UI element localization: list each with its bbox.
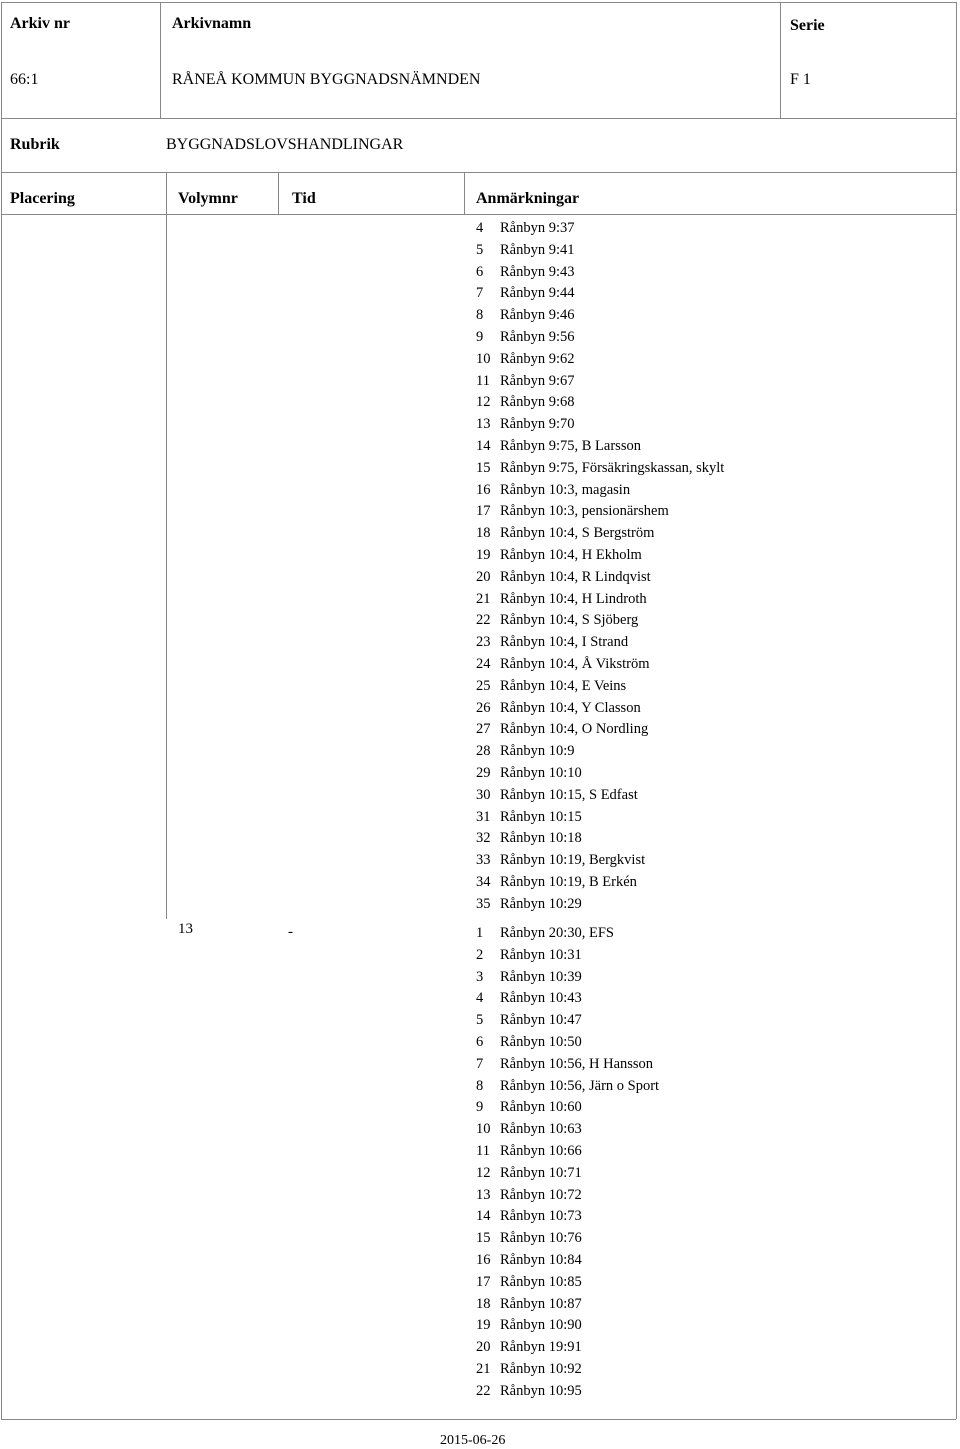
frame-bottom-border [1, 1419, 956, 1420]
entry-number: 10 [476, 350, 491, 367]
entry-number: 15 [476, 1230, 491, 1247]
entry-number: 22 [476, 1382, 491, 1399]
list-item [476, 763, 724, 785]
entry-number: 21 [476, 590, 491, 607]
entry-number: 11 [476, 372, 490, 389]
entry-text: Rånbyn 10:4, S Bergström [500, 525, 655, 542]
list-item [476, 283, 724, 305]
entry-number: 15 [476, 459, 491, 476]
list-item [476, 1032, 659, 1054]
entry-number: 19 [476, 546, 491, 563]
frame-right-border [956, 2, 957, 1419]
list-item [476, 988, 659, 1010]
entry-number: 24 [476, 655, 491, 672]
entry-number: 6 [476, 263, 484, 280]
entry-number: 7 [476, 285, 484, 302]
entry-number: 7 [476, 1055, 484, 1072]
list-item [476, 741, 724, 763]
entry-number: 8 [476, 1077, 484, 1094]
list-item [476, 349, 724, 371]
list-item [476, 567, 724, 589]
header-divider-2 [780, 2, 781, 118]
entry-text: Rånbyn 9:62 [500, 350, 575, 367]
entry-number: 23 [476, 634, 491, 651]
entry-number: 31 [476, 808, 491, 825]
columns-bottom-separator [1, 214, 956, 215]
entry-number: 27 [476, 721, 491, 738]
entry-number: 18 [476, 1295, 491, 1312]
body-left-divider [166, 214, 167, 919]
list-item [476, 589, 724, 611]
list-item [476, 327, 724, 349]
entry-text: Rånbyn 10:4, I Strand [500, 634, 629, 651]
entry-number: 35 [476, 895, 491, 912]
entry-text: Rånbyn 9:75, Försäkringskassan, skylt [500, 459, 725, 476]
column-header-volymnr: Volymnr [178, 190, 238, 207]
entry-text: Rånbyn 10:31 [500, 946, 582, 963]
list-item [476, 1337, 659, 1359]
list-item [476, 1206, 659, 1228]
entry-number: 20 [476, 1339, 491, 1356]
entry-number: 22 [476, 612, 491, 629]
entry-text: Rånbyn 10:10 [500, 764, 582, 781]
list-item [476, 501, 724, 523]
list-item [476, 1381, 659, 1403]
entry-text: Rånbyn 10:4, S Sjöberg [500, 612, 639, 629]
list-item [476, 632, 724, 654]
entry-number: 1 [476, 925, 484, 941]
column-header-placering: Placering [10, 190, 75, 207]
serie-label: Serie [790, 17, 825, 34]
list-item [476, 1250, 659, 1272]
entry-text: Rånbyn 10:3, pensionärshem [500, 503, 669, 520]
volume-a-entry-list [476, 218, 724, 916]
entry-text: Rånbyn 10:4, H Ekholm [500, 546, 642, 563]
entry-text: Rånbyn 10:87 [500, 1295, 582, 1312]
entry-number: 5 [476, 1012, 484, 1029]
arkivnamn-label: Arkivnamn [172, 15, 252, 32]
entry-number: 26 [476, 699, 491, 716]
list-item [476, 807, 724, 829]
column-header-anmarkningar: Anmärkningar [476, 190, 580, 207]
list-item [476, 262, 724, 284]
list-item [476, 698, 724, 720]
list-item [476, 1359, 659, 1381]
list-item [476, 610, 724, 632]
entry-number: 30 [476, 786, 491, 803]
volume-b-tid: - [288, 924, 293, 940]
entry-text: Rånbyn 10:73 [500, 1208, 582, 1225]
entry-number: 17 [476, 503, 491, 520]
entry-text: Rånbyn 10:72 [500, 1186, 582, 1203]
entry-text: Rånbyn 9:37 [500, 220, 575, 236]
header-rubrik-separator [1, 118, 956, 119]
entry-number: 12 [476, 1164, 491, 1181]
entry-number: 29 [476, 764, 491, 781]
list-item [476, 785, 724, 807]
entry-number: 19 [476, 1317, 491, 1334]
entry-number: 33 [476, 852, 491, 869]
list-item [476, 305, 724, 327]
entry-text: Rånbyn 10:18 [500, 830, 582, 847]
entry-text: Rånbyn 10:4, O Nordling [500, 721, 649, 738]
entry-text: Rånbyn 10:4, R Lindqvist [500, 568, 651, 585]
entry-number: 13 [476, 1186, 491, 1203]
list-item [476, 1119, 659, 1141]
arkiv-nr-value: 66:1 [10, 71, 39, 88]
list-item [476, 1076, 659, 1098]
entry-text: Rånbyn 10:4, Y Classon [500, 699, 641, 716]
list-item [476, 967, 659, 989]
entry-text: Rånbyn 20:30, EFS [500, 925, 614, 941]
entry-number: 17 [476, 1273, 491, 1290]
entry-text: Rånbyn 10:3, magasin [500, 481, 631, 498]
list-item [476, 1185, 659, 1207]
entry-number: 13 [476, 416, 491, 433]
list-item [476, 676, 724, 698]
list-item [476, 458, 724, 480]
entry-text: Rånbyn 10:76 [500, 1230, 582, 1247]
entry-text: Rånbyn 10:56, H Hansson [500, 1055, 654, 1072]
arkivnamn-value: RÅNEÅ KOMMUN BYGGNADSNÄMNDEN [172, 71, 481, 88]
entry-text: Rånbyn 9:75, B Larsson [500, 437, 641, 454]
entry-text: Rånbyn 9:56 [500, 328, 575, 345]
list-item [476, 1294, 659, 1316]
entry-number: 6 [476, 1033, 484, 1050]
column-divider-placering [166, 172, 167, 214]
entry-text: Rånbyn 10:19, Bergkvist [500, 852, 646, 869]
footer-date: 2015-06-26 [440, 1433, 506, 1448]
list-item [476, 828, 724, 850]
list-item [476, 923, 659, 945]
entry-number: 9 [476, 328, 484, 345]
entry-number: 3 [476, 968, 484, 985]
list-item [476, 1228, 659, 1250]
entry-text: Rånbyn 10:43 [500, 990, 582, 1007]
entry-number: 14 [476, 1208, 491, 1225]
volume-b-entry-list [476, 923, 659, 1403]
header-divider-1 [160, 2, 161, 118]
list-item [476, 392, 724, 414]
rubrik-label: Rubrik [10, 136, 60, 153]
list-item [476, 1097, 659, 1119]
header-columns-separator [1, 172, 956, 173]
entry-number: 12 [476, 394, 491, 411]
entry-text: Rånbyn 10:39 [500, 968, 582, 985]
entry-text: Rånbyn 10:84 [500, 1251, 582, 1268]
list-item [476, 371, 724, 393]
entry-text: Rånbyn 9:41 [500, 241, 575, 258]
entry-number: 28 [476, 743, 491, 760]
column-divider-tid [464, 172, 465, 214]
list-item [476, 872, 724, 894]
entry-text: Rånbyn 10:85 [500, 1273, 582, 1290]
entry-text: Rånbyn 10:4, Å Vikström [500, 655, 650, 672]
entry-text: Rånbyn 10:4, H Lindroth [500, 590, 647, 607]
list-item [476, 654, 724, 676]
list-item [476, 1010, 659, 1032]
list-item [476, 894, 724, 916]
list-item [476, 436, 724, 458]
entry-text: Rånbyn 10:90 [500, 1317, 582, 1334]
list-item [476, 480, 724, 502]
list-item [476, 850, 724, 872]
entry-text: Rånbyn 9:68 [500, 394, 575, 411]
entry-text: Rånbyn 10:47 [500, 1012, 582, 1029]
list-item [476, 945, 659, 967]
entry-text: Rånbyn 10:29 [500, 895, 582, 912]
entry-text: Rånbyn 10:66 [500, 1142, 582, 1159]
entry-text: Rånbyn 10:19, B Erkén [500, 873, 637, 890]
entry-number: 4 [476, 990, 484, 1007]
entry-text: Rånbyn 10:50 [500, 1033, 582, 1050]
entry-text: Rånbyn 10:92 [500, 1360, 582, 1377]
entry-text: Rånbyn 10:63 [500, 1121, 582, 1138]
list-item [476, 523, 724, 545]
entry-text: Rånbyn 10:15, S Edfast [500, 786, 638, 803]
list-item [476, 414, 724, 436]
entry-number: 5 [476, 241, 484, 258]
entry-number: 10 [476, 1121, 491, 1138]
entry-text: Rånbyn 9:67 [500, 372, 575, 389]
serie-value: F 1 [790, 71, 811, 88]
list-item [476, 1163, 659, 1185]
entry-text: Rånbyn 9:43 [500, 263, 575, 280]
entry-number: 2 [476, 946, 484, 963]
volume-b-volymnr: 13 [178, 921, 193, 937]
list-item [476, 719, 724, 741]
entry-number: 16 [476, 481, 491, 498]
entry-number: 18 [476, 525, 491, 542]
list-item [476, 1315, 659, 1337]
list-item [476, 545, 724, 567]
entry-text: Rånbyn 10:4, E Veins [500, 677, 627, 694]
list-item [476, 240, 724, 262]
entry-number: 4 [476, 220, 484, 236]
rubrik-value: BYGGNADSLOVSHANDLINGAR [166, 136, 404, 153]
entry-text: Rånbyn 9:70 [500, 416, 575, 433]
entry-number: 8 [476, 307, 484, 324]
entry-number: 21 [476, 1360, 491, 1377]
entry-text: Rånbyn 19:91 [500, 1339, 582, 1356]
entry-number: 20 [476, 568, 491, 585]
entry-text: Rånbyn 10:60 [500, 1099, 582, 1116]
entry-text: Rånbyn 10:71 [500, 1164, 582, 1181]
entry-number: 25 [476, 677, 491, 694]
entry-number: 9 [476, 1099, 484, 1116]
column-header-tid: Tid [292, 190, 316, 207]
entry-text: Rånbyn 10:56, Järn o Sport [500, 1077, 660, 1094]
entry-number: 32 [476, 830, 491, 847]
entry-number: 16 [476, 1251, 491, 1268]
entry-text: Rånbyn 10:9 [500, 743, 575, 760]
entry-number: 14 [476, 437, 491, 454]
list-item [476, 1272, 659, 1294]
arkiv-nr-label: Arkiv nr [10, 15, 70, 32]
list-item [476, 1054, 659, 1076]
entry-text: Rånbyn 9:44 [500, 285, 575, 302]
entry-number: 11 [476, 1142, 490, 1159]
entry-number: 34 [476, 873, 491, 890]
entry-text: Rånbyn 10:15 [500, 808, 582, 825]
column-divider-volymnr [278, 172, 279, 214]
frame-top-border [1, 2, 956, 3]
entry-text: Rånbyn 10:95 [500, 1382, 582, 1399]
list-item [476, 1141, 659, 1163]
entry-text: Rånbyn 9:46 [500, 307, 575, 324]
list-item [476, 218, 724, 240]
